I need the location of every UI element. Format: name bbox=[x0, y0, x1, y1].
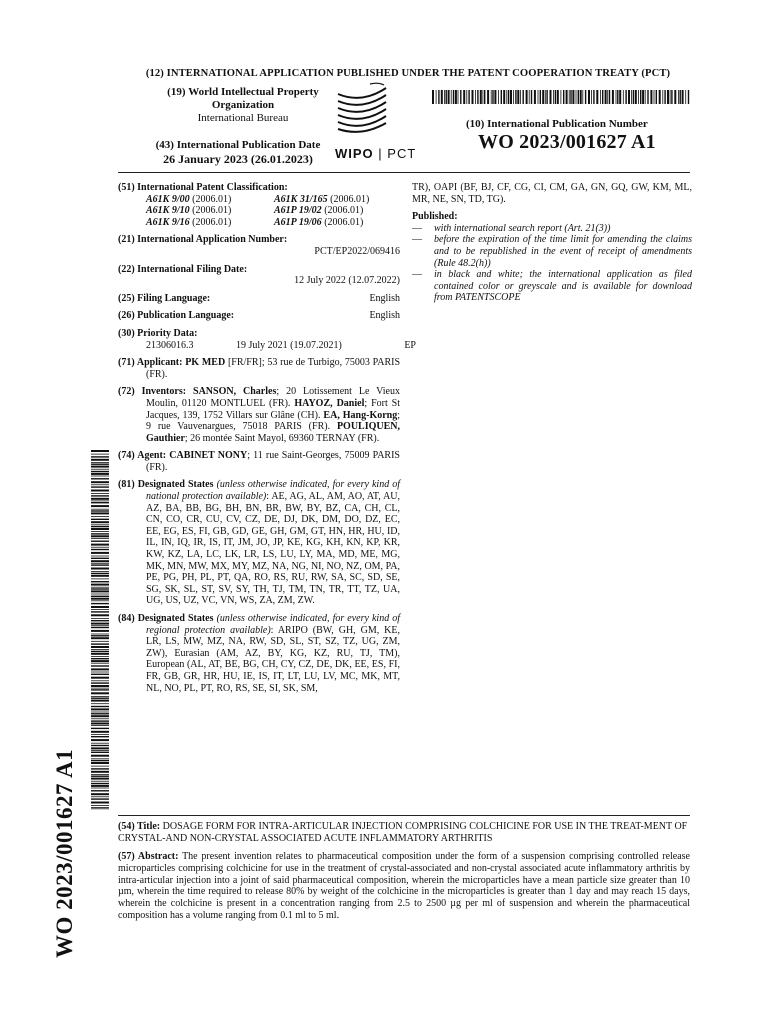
ds84-list: : ARIPO (BW, GH, GM, KE, LR, LS, MW, MZ, NA, RW, SD, SL, ST, SZ, TZ, UG, ZM, ZW), Eurasian (AM, AZ, BY, KG, KZ, RU, TJ, TM), European (AL, AT, BE, BG, CH, CY, CZ, DE, DK, EE, ES, FI, FR, GB, GR, HR, HU, IE, IS, IT, LT, LU, LV, MC, MK, MT, NL, NO, PL, PT, RO, RS, SE, SI, SK, SM, bbox=[146, 624, 400, 694]
org-number: (19) bbox=[167, 86, 186, 98]
agent-section bbox=[118, 450, 400, 473]
top-barcode bbox=[432, 90, 690, 104]
ipc-entry: A61K 9/10 (2006.01) bbox=[146, 205, 232, 217]
publication-date-block bbox=[138, 138, 338, 166]
priority-section bbox=[118, 327, 416, 351]
designated-states-national bbox=[118, 479, 400, 607]
priority-row bbox=[118, 339, 416, 352]
wipo-logo-icon bbox=[332, 82, 392, 136]
abstract-text: The present invention relates to pharmaceutical composition under the form of a suspension comprising controlled release microparticles comprising colchicine for use in the treatment of crystal-associated and non-crystal associated acute inflammatory arthritis by intra-articular injection into a joint of said pharmaceutical composition, wherein the microparticles have a mean particle size greater than 10 µm, wherein the time required to release 80% by weight of the colchicine in the microparticles is greater than 1 day and may reach 15 days, wherein the colchicine is present in a concentration ranging from 2.5 to 2500 µg per ml of suspension and wherein the pharmaceutical composition has a volume ranging from 0.1 ml to 5 ml. bbox=[118, 851, 690, 921]
organization-block bbox=[148, 86, 338, 125]
agent-name: CABINET NONY bbox=[169, 450, 248, 462]
title-divider bbox=[118, 815, 690, 816]
publication-number: WO 2023/001627 A1 bbox=[478, 131, 656, 153]
pct-wordmark: PCT bbox=[387, 146, 417, 161]
org-name-line2: Organization bbox=[211, 99, 275, 111]
applicant-name: PK MED bbox=[185, 357, 226, 369]
abstract-section bbox=[118, 851, 690, 922]
publication-language-section bbox=[118, 310, 400, 322]
title-text: DOSAGE FORM FOR INTRA-ARTICULAR INJECTION COMPRISING COLCHICINE FOR USE IN THE TREAT-MENT OF CRYSTAL-AND NON-CRYSTAL ASSOCIATED ACUTE INFLAMMATORY ARTHRITIS bbox=[118, 821, 688, 844]
filing-language-label: (25) Filing Language: bbox=[118, 292, 211, 304]
ipc-entry: A61P 19/06 (2006.01) bbox=[274, 216, 364, 228]
wipo-pct-wordmark: WIPO | PCT bbox=[335, 146, 417, 161]
title-section bbox=[118, 821, 690, 844]
inventor-name: SANSON, Charles bbox=[193, 386, 277, 398]
inventor-name: POULIQUEN, Gauthier bbox=[146, 421, 400, 444]
published-item bbox=[412, 223, 692, 235]
inventor-address: ; 9 rue Vauvenargues, 75018 PARIS (FR). bbox=[146, 409, 401, 433]
side-publication-number: WO 2023/001627 A1 bbox=[52, 748, 77, 958]
designated-states-regional bbox=[118, 613, 400, 694]
ipc-entry: A61K 31/165 (2006.01) bbox=[274, 193, 370, 205]
filing-date-label: (22) International Filing Date: bbox=[118, 263, 248, 275]
publication-date-label: (43) International Publication Date bbox=[155, 139, 321, 151]
published-item-text: with international search report (Art. 21(3)) bbox=[434, 222, 611, 234]
header-divider bbox=[118, 172, 690, 173]
dash-bullet: — bbox=[412, 222, 422, 234]
ipc-entry: A61K 9/16 (2006.01) bbox=[146, 216, 232, 228]
published-item bbox=[412, 234, 692, 269]
ds81-note: (unless otherwise indicated, for every kind of national protection available) bbox=[146, 479, 401, 503]
priority-country: EP bbox=[404, 339, 416, 351]
published-label: Published: bbox=[412, 211, 458, 223]
filing-date-section bbox=[118, 264, 400, 287]
publication-date-value: 26 January 2023 (26.01.2023) bbox=[163, 152, 313, 166]
inventors-label: (72) Inventors: bbox=[118, 386, 187, 398]
inventor-address: ; 20 Lotissement Le Vieux Moulin, 01120 MONTLUEL (FR). bbox=[146, 386, 401, 409]
published-item bbox=[412, 269, 692, 304]
publication-number-label: (10) International Publication Number bbox=[466, 118, 648, 130]
published-item-text: before the expiration of the time limit for amending the claims and to be republished in the event of receipt of amendments (Rule 48.2(h)) bbox=[434, 234, 692, 269]
inventor-address: ; 26 montée Saint Mayol, 69360 TERNAY (FR). bbox=[184, 432, 380, 444]
ipc-entry: A61P 19/02 (2006.01) bbox=[274, 205, 364, 217]
applicant-address: [FR/FR]; 53 rue de Turbigo, 75003 PARIS (FR). bbox=[146, 357, 401, 380]
application-number-section bbox=[118, 234, 400, 257]
dash-bullet: — bbox=[412, 269, 422, 281]
ipc-label: (51) International Patent Classification: bbox=[118, 182, 288, 193]
inventor-address: ; Fort St Jacques, 139, 1752 Villars sur Glâne (CH). bbox=[146, 397, 401, 421]
side-barcode bbox=[91, 450, 109, 810]
filing-language-value: English bbox=[369, 292, 400, 304]
inventors-section bbox=[118, 386, 400, 444]
filing-language-section bbox=[118, 293, 400, 305]
inventor-name: EA, Hang-Korng bbox=[323, 409, 398, 421]
ipc-entry: A61K 9/00 (2006.01) bbox=[146, 193, 232, 205]
title-label: (54) Title: bbox=[118, 821, 161, 832]
bibliographic-right-column bbox=[412, 182, 692, 304]
publication-language-label: (26) Publication Language: bbox=[118, 310, 235, 322]
priority-date: 19 July 2021 (19.07.2021) bbox=[236, 339, 342, 351]
application-number-value: PCT/EP2022/069416 bbox=[314, 245, 400, 257]
published-item-text: in black and white; the international application as filed contained color or greyscale and is available for download from PATENTSCOPE bbox=[434, 269, 692, 304]
ds84-note: (unless otherwise indicated, for every kind of regional protection available) bbox=[146, 613, 401, 636]
ipc-grid bbox=[118, 194, 400, 229]
regional-states-continued: TR), OAPI (BF, BJ, CF, CG, CI, CM, GA, GN, GQ, GW, KM, ML, MR, NE, SN, TD, TG). bbox=[412, 182, 692, 205]
applicant-label: (71) Applicant: bbox=[118, 357, 183, 369]
dash-bullet: — bbox=[412, 234, 422, 246]
ipc-section bbox=[118, 182, 400, 228]
applicant-section bbox=[118, 357, 400, 380]
application-number-label: (21) International Application Number: bbox=[118, 234, 288, 246]
ds81-list: : AE, AG, AL, AM, AO, AT, AU, AZ, BA, BB, BG, BH, BN, BR, BW, BY, BZ, CA, CH, CL, CN, CO, CR, CU, CV, CZ, DE, DJ, DK, DM, DO, DZ, EC, EE, EG, ES, FI, GB, GD, GE, GH, GM, GT, HN, HR, HU, ID, IL, IN, IQ, IR, IS, IT, JM, JO, JP, KE, KG, KH, KN, KP, KR, KW, KZ, LA, LC, LK, LR, LS, LU, LY, MA, MD, ME, MG, MK, MN, MW, MX, MY, MZ, NA, NG, NI, NO, NZ, OM, PA, PE, PG, PH, PL, PT, QA, RO, RS, RU, RW, SA, SC, SD, SE, SG, SK, SL, ST, SV, SY, TH, TJ, TM, TN, TR, TT, TZ, UA, UG, US, UZ, VC, VN, WS, ZA, ZM, ZW. bbox=[146, 491, 401, 607]
ds81-label: (81) Designated States bbox=[118, 479, 214, 491]
agent-address: ; 11 rue Saint-Georges, 75009 PARIS (FR). bbox=[146, 450, 400, 473]
filing-date-value: 12 July 2022 (12.07.2022) bbox=[294, 275, 400, 287]
org-name-line1: World Intellectual Property bbox=[188, 86, 319, 98]
bibliographic-left-column bbox=[118, 182, 416, 700]
publication-language-value: English bbox=[369, 310, 400, 322]
international-bureau: International Bureau bbox=[197, 112, 289, 124]
abstract-label: (57) Abstract: bbox=[118, 851, 179, 862]
priority-label: (30) Priority Data: bbox=[118, 327, 198, 339]
ds84-label: (84) Designated States bbox=[118, 613, 214, 624]
inventor-name: HAYOZ, Daniel bbox=[294, 397, 365, 409]
agent-label: (74) Agent: bbox=[118, 450, 167, 462]
treaty-header: (12) INTERNATIONAL APPLICATION PUBLISHED UNDER THE PATENT COOPERATION TREATY (PCT) bbox=[145, 68, 671, 79]
wipo-wordmark: WIPO bbox=[335, 146, 374, 161]
priority-number: 21306016.3 bbox=[146, 339, 194, 351]
